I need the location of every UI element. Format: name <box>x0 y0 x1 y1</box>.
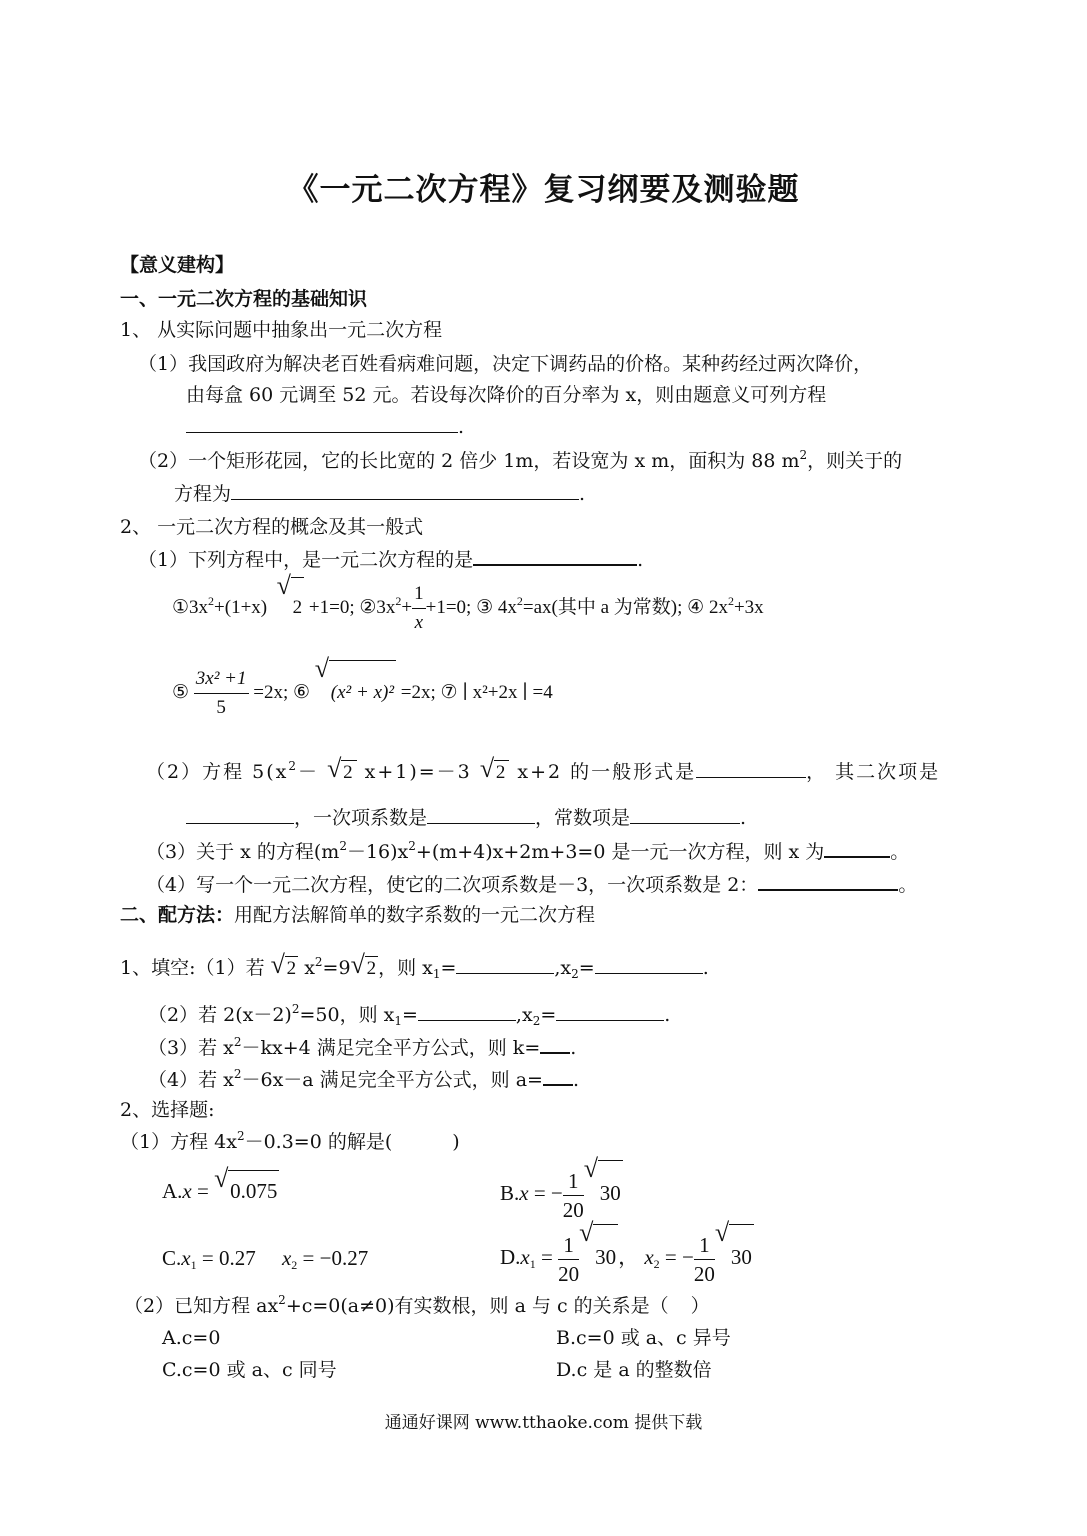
fill-q3: （3）若 $x^2-kx+4$ 满足完全平方公式，则 k= . <box>148 1035 577 1059</box>
sqrt-2: √ 2 <box>327 754 355 783</box>
sqrt-30: √ 30 <box>579 1224 618 1289</box>
choice-q2: （2）已知方程 $ax^2+c=0(a\ne 0)$有实数根，则 a 与 c 的关系是（ ） <box>124 1293 710 1317</box>
item2-q1: （1）下列方程中，是一元二次方程的是 . <box>138 546 643 572</box>
answer-blank[interactable] <box>696 759 806 778</box>
sqrt-2: √ 2 <box>277 577 305 638</box>
answer-blank[interactable] <box>186 414 458 433</box>
choice-q2-option-d[interactable]: D.c 是 a 的整数倍 <box>556 1359 712 1381</box>
equation-row-1: $①3x^2+(1+x)$ √ 2 +1=0; $②3x^2+$ $\frac{1}{x}$ +1=0; ③ $4x^2=ax$(其中 a 为常数); ④ $2x^2+3x$ <box>172 577 764 637</box>
answer-blank[interactable] <box>630 805 740 824</box>
fraction-1-over-x: $\frac{1}{x}$ <box>412 580 426 637</box>
answer-blank[interactable] <box>758 871 898 891</box>
answer-blank[interactable] <box>595 955 703 974</box>
document-title: 《一元二次方程》复习纲要及测验题 <box>287 172 800 208</box>
equation-row-2: ⑤ $\frac{\text{3x² +1}}{5}$ =2x; ⑥ √ (x² + x)² =2x; ⑦ ∣ x²+2x ∣ =4 <box>172 660 553 724</box>
part1-heading: 一、一元二次方程的基础知识 <box>120 288 368 310</box>
choice-q1-option-b[interactable]: B.x = − $\frac{1}{20}$ √ 30 <box>500 1160 623 1224</box>
fill-q1: 1、填空:（1）若 √ 2 $x^2=9$ √ 2 ，则 $x_1= ,x_2=$ . <box>120 950 709 981</box>
item1-label: 1、 从实际问题中抽象出一元二次方程 <box>120 319 443 341</box>
item2-q4: （4）写一个一元二次方程，使它的二次项系数是－3，一次项系数是 2： 。 <box>146 871 917 897</box>
answer-blank[interactable] <box>418 1002 516 1021</box>
fraction-3x2plus1-over-5: $\frac{\text{3x² +1}}{5}$ <box>194 665 249 722</box>
answer-blank[interactable] <box>427 805 535 824</box>
item1-q1-line1: （1）我国政府为解决老百姓看病难问题，决定下调药品的价格。某种药经过两次降价， <box>138 353 873 375</box>
choice-label: 2、选择题: <box>120 1099 215 1121</box>
item2-q3: （3）关于 x 的方程$(m^2-16)x^2+(m+4)x+2m+3=0$ 是一元一次方程，则 x 为 。 <box>146 839 910 863</box>
choice-q1: （1）方程 $4x^2-0.3=0$ 的解是( ) <box>120 1129 460 1153</box>
answer-blank[interactable] <box>540 1034 570 1054</box>
item2-q2-line2: ，一次项系数是 ，常数项是 . <box>186 805 746 830</box>
answer-blank[interactable] <box>231 481 579 500</box>
answer-blank[interactable] <box>824 838 890 858</box>
fill-q2: （2）若 $2(x-2)^2=50$，则 $x_1= ,x_2=$ . <box>148 1002 671 1028</box>
item2-q2-line1: （2）方程 $5(x^2-$ √ 2 x+1)=－3 √ 2 x+2 的一般形式是 ， 其二次项是 <box>146 754 941 783</box>
choice-q1-option-d[interactable]: $D.x_1$ = $\frac{1}{20}$ √ 30， $x_2$ = − $\frac{1}{20}$ √ 30 <box>500 1224 754 1288</box>
sqrt-0075: √ 0.075 <box>214 1170 279 1211</box>
fill-q4: （4）若 $x^2-6x-a$ 满足完全平方公式，则 a= . <box>148 1067 579 1091</box>
sqrt-30: √ 30 <box>715 1224 754 1289</box>
item1-q1-line2: 由每盒 60 元调至 52 元。若设每次降价的百分率为 x，则由题意义可列方程 <box>186 384 827 406</box>
choice-q1-option-c[interactable]: $C.x_1 = 0.27$ $x_2 = -0.27$ <box>162 1246 369 1272</box>
choice-q1-option-a[interactable]: A.x = √ 0.075 <box>162 1170 279 1220</box>
sqrt-2: √ 2 <box>270 950 297 979</box>
choice-q2-option-c[interactable]: C.c=0 或 a、c 同号 <box>162 1359 337 1381</box>
item1-q2-line1: （2）一个矩形花园，它的长比宽的 2 倍少 1m，若设宽为 x m，面积为 88 $m^2$，则关于的 <box>138 448 903 472</box>
section-header: 【意义建构】 <box>120 254 235 276</box>
sqrt-30: √ 30 <box>584 1160 623 1225</box>
answer-blank[interactable] <box>556 1002 664 1021</box>
answer-blank[interactable] <box>456 955 554 974</box>
choice-q2-option-a[interactable]: A.c=0 <box>162 1327 221 1349</box>
item1-q1-answer-line: . <box>186 414 464 439</box>
footer-credit: 通通好课网 www.tthaoke.com 提供下载 <box>384 1413 703 1433</box>
part2-heading: 二、配方法：用配方法解简单的数字系数的一元二次方程 <box>120 904 596 926</box>
answer-blank[interactable] <box>473 546 637 566</box>
sqrt-2: √ 2 <box>350 950 377 979</box>
choice-q2-option-b[interactable]: B.c=0 或 a、c 异号 <box>556 1327 731 1349</box>
sqrt-expression: √ (x² + x)² <box>315 660 396 725</box>
item1-q2-line2: 方程为 . <box>174 483 586 505</box>
answer-blank[interactable] <box>543 1066 573 1086</box>
sqrt-2: √ 2 <box>479 754 508 783</box>
item2-label: 2、 一元二次方程的概念及其一般式 <box>120 516 424 538</box>
answer-blank[interactable] <box>186 805 294 824</box>
